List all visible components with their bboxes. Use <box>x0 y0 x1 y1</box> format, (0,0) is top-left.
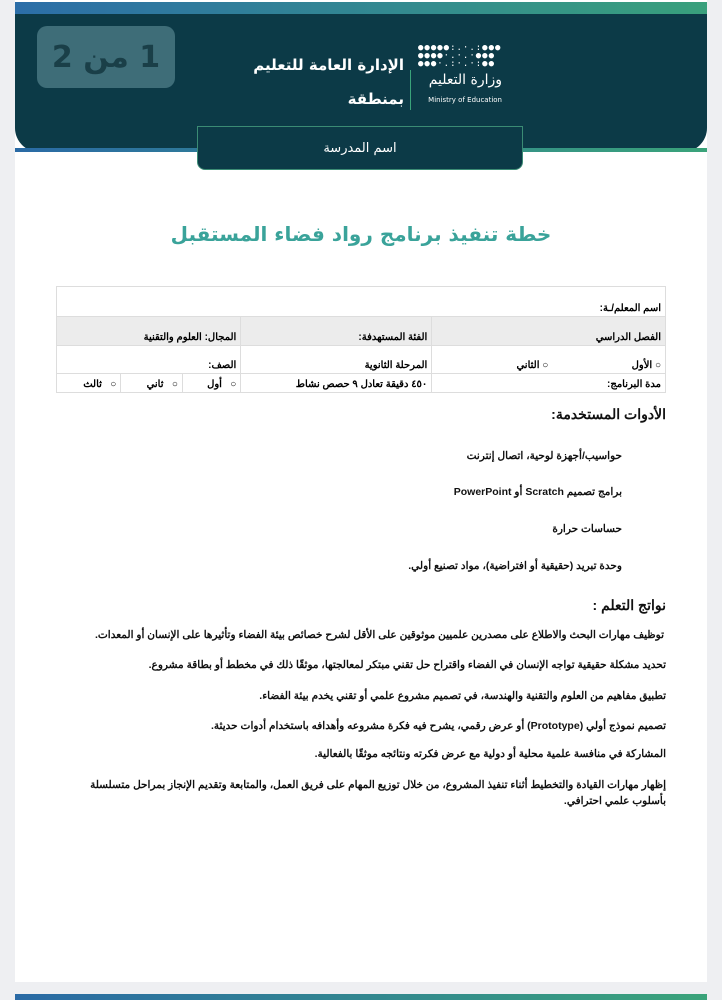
grade-1-radio[interactable]: ○ أول <box>182 374 240 393</box>
tool-item: حساسات حرارة <box>552 523 622 535</box>
grade-2-label: ثاني <box>146 379 164 390</box>
info-table <box>56 286 666 393</box>
semester-second-radio[interactable]: ○ الثاني <box>432 346 553 374</box>
tool-item: برامج تصميم Scratch أو PowerPoint <box>453 486 622 498</box>
semester-first-label: الأول <box>631 360 653 371</box>
tools-heading: الأدوات المستخدمة: <box>551 406 666 422</box>
outcome-item: توظيف مهارات البحث والاطلاع على مصدرين علميين موثوقين على الأقل لشرح خصائص بيئة الفضاء وتأثيرها على الإنسان أو المعدات. <box>95 629 664 641</box>
semester-label: الفصل الدراسي <box>432 317 666 346</box>
admin-line2: بمنطقة <box>347 90 404 108</box>
field-label: المجال: العلوم والتقنية <box>57 317 241 346</box>
semester-second-label: الثاني <box>516 360 540 371</box>
logo-arabic: وزارة التعليم <box>428 72 502 88</box>
stage-value: المرحلة الثانوية <box>241 346 432 374</box>
grade-3-radio[interactable]: ○ ثالث <box>57 374 121 393</box>
duration-label: مدة البرنامج: <box>432 374 666 393</box>
page-title: خطة تنفيذ برنامج رواد فضاء المستقبل <box>170 222 552 246</box>
outcome-item: المشاركة في منافسة علمية محلية أو دولية مع عرض فكرته ونتائجه موثقًا بالفعالية. <box>314 748 666 760</box>
grade-label: الصف: <box>57 346 241 374</box>
outcome-item: تحديد مشكلة حقيقية تواجه الإنسان في الفضاء واقتراح حل تقني مبتكر لمعالجتها، موثقًا ذلك في مخطط أو بطاقة مشروع. <box>148 659 666 671</box>
tool-item: حواسيب/أجهزة لوحية، اتصال إنترنت <box>466 450 622 462</box>
target-label: الفئة المستهدفة: <box>241 317 432 346</box>
page-indicator: 1 من 2 <box>37 26 175 88</box>
ministry-logo <box>410 44 502 110</box>
grade-3-label: ثالث <box>83 379 102 390</box>
logo-english: Ministry of Education <box>428 96 502 104</box>
tool-item: وحدة تبريد (حقيقية أو افتراضية)، مواد تصنيع أولي. <box>408 560 622 572</box>
outcome-item: تطبيق مفاهيم من العلوم والتقنية والهندسة، في تصميم مشروع علمي أو تقني يخدم بيئة الفضاء. <box>259 690 666 702</box>
semester-first-radio[interactable]: ○ الأول <box>552 346 665 374</box>
header-gradient-strip <box>15 2 707 14</box>
logo-divider <box>410 70 411 110</box>
outcomes-heading: نواتج التعلم : <box>592 597 666 613</box>
school-name: اسم المدرسة <box>197 126 523 170</box>
outcome-item: إظهار مهارات القيادة والتخطيط أثناء تنفيذ المشروع، من خلال توزيع المهام على فريق العمل، والمتابعة وتقديم الإنجاز بمراحل متسلسلة بأسلوب علمي احترافي. <box>90 779 666 807</box>
logo-dots-icon: ●●●●●:.·.:●●● ●●●●·.·.·●●● ●●●·.:·.·:●● <box>418 43 502 69</box>
grade-1-label: أول <box>207 379 222 390</box>
grade-2-radio[interactable]: ○ ثاني <box>121 374 183 393</box>
admin-line1: الإدارة العامة للتعليم <box>253 56 404 74</box>
duration-value: ٤٥٠ دقيقة تعادل ٩ حصص نشاط <box>241 374 432 393</box>
footer-gradient-strip <box>15 994 707 1000</box>
teacher-name: اسم المعلم/ـة: <box>57 287 666 317</box>
admin-title <box>253 48 404 116</box>
outcome-item: تصميم نموذج أولي (Prototype) أو عرض رقمي، يشرح فيه فكرة مشروعه وأهدافه باستخدام أدوات حديثة. <box>211 720 666 732</box>
